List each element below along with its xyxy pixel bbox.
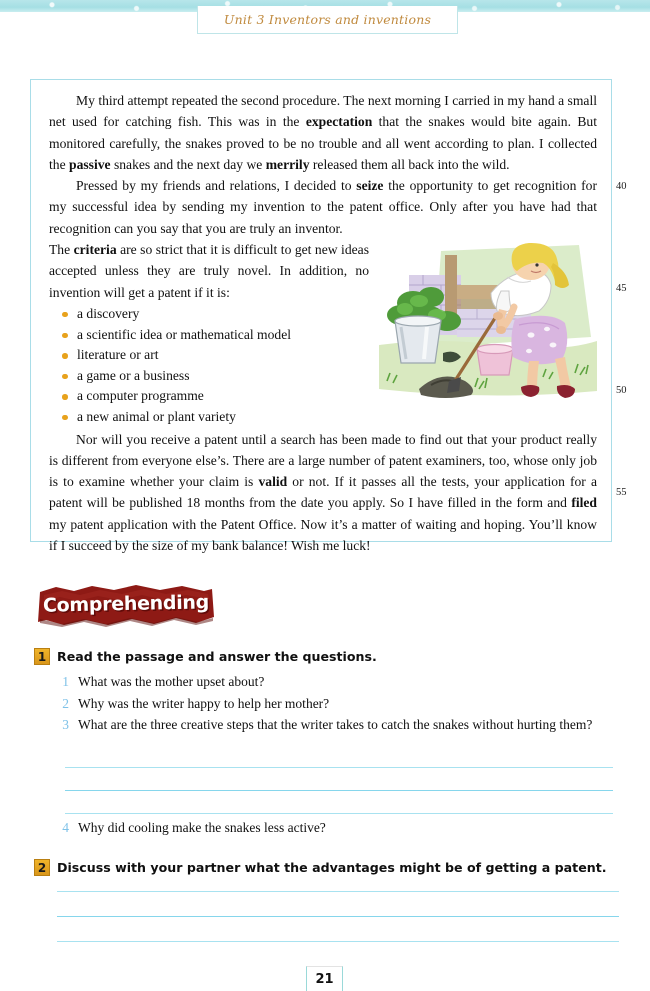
passage-keyword: expectation — [305, 114, 373, 130]
exercise-1-heading — [34, 648, 377, 665]
answer-line-1-2[interactable] — [65, 790, 613, 791]
exercise-2-title: Discuss with your partner what the advantages might be of getting a patent. — [57, 860, 607, 875]
exercise-1-title: Read the passage and answer the questions. — [57, 649, 377, 664]
line-number-50: 50 — [616, 385, 627, 396]
question-item — [60, 672, 620, 693]
comprehending-banner-label: Comprehending — [42, 591, 210, 617]
passage-text-run: are so strict that it is difficult to get new ideas accepted unless they are truly novel. In addition, no invention will get a patent if it is: — [49, 242, 369, 300]
exercise-1-question-list-tail — [60, 818, 620, 840]
exclusion-list-item: a scientific idea or mathematical model — [49, 325, 379, 346]
passage-text-run: released them all back into the wild. — [309, 156, 510, 172]
passage-text-run: Pressed by my friends and relations, I decided to — [76, 178, 357, 194]
passage-paragraph-2 — [49, 175, 597, 239]
question-text: What are the three creative steps that the writer takes to catch the snakes without hurting them? — [78, 717, 593, 732]
passage-text-run: Nor will you receive a patent until a search has been made to find out that your product really is different from everyone else’s. There are a large number of patent examiners, too, whose only job is to examine whether your claim is — [49, 431, 597, 490]
passage-keyword: merrily — [265, 156, 310, 172]
passage-keyword: criteria — [73, 242, 117, 258]
unit-header — [197, 6, 458, 34]
question-number: 1 — [62, 674, 69, 689]
page-number: 21 — [306, 966, 343, 991]
question-number: 3 — [62, 717, 69, 732]
exclusion-list-item: a discovery — [49, 304, 379, 325]
garden-illustration-svg — [379, 241, 597, 421]
answer-line-2-1[interactable] — [57, 891, 619, 892]
question-item — [60, 818, 620, 839]
question-text: Why was the writer happy to help her mother? — [78, 695, 330, 711]
patent-exclusion-list — [49, 304, 379, 428]
exercise-1-question-list — [60, 672, 620, 737]
exercise-2-heading — [34, 859, 607, 876]
passage-keyword: seize — [356, 178, 384, 194]
garden-illustration — [379, 241, 597, 421]
exercise-2-number-badge: 2 — [34, 859, 50, 876]
exclusion-list-item: a computer programme — [49, 386, 379, 407]
passage-text-run: my patent application with the Patent Office. Now it’s a matter of waiting and hoping. You’ll know if I succeed by the size of my bank balance! Wish me luck! — [49, 516, 597, 554]
line-number-40: 40 — [616, 181, 627, 192]
line-number-45: 45 — [616, 283, 627, 294]
question-number: 2 — [62, 695, 69, 711]
line-number-55: 55 — [616, 487, 627, 498]
exclusion-list-item: literature or art — [49, 345, 379, 366]
passage-keyword: valid — [258, 474, 288, 490]
passage-keyword: filed — [571, 495, 597, 511]
passage-text-run: that the snakes would bite again. But monitored carefully, the snakes proved to be no trouble and all went according to plan. I collected the — [49, 114, 597, 172]
answer-line-2-3[interactable] — [57, 941, 619, 942]
exercise-1-number-badge: 1 — [34, 648, 50, 665]
question-item — [60, 715, 620, 736]
question-number: 4 — [62, 820, 69, 835]
question-item — [60, 694, 620, 715]
answer-line-1-3[interactable] — [65, 813, 613, 814]
exclusion-list-item: a game or a business — [49, 366, 379, 387]
question-text: Why did cooling make the snakes less active? — [78, 820, 326, 835]
passage-text-run: the opportunity to get recognition for my successful idea by sending my invention to the patent office. Only after you have had that recognition can you say that you are truly an inventor. — [49, 178, 597, 236]
passage-paragraph-4 — [49, 429, 597, 557]
passage-text-run: snakes and the next day we — [110, 156, 266, 172]
passage-keyword: passive — [69, 156, 111, 172]
passage-text-run: The — [49, 242, 74, 258]
passage-paragraph-3 — [49, 239, 379, 303]
comprehending-banner — [36, 583, 216, 627]
exclusion-list-item: a new animal or plant variety — [49, 407, 379, 428]
answer-line-2-2[interactable] — [57, 916, 619, 917]
answer-line-1-1[interactable] — [65, 767, 613, 768]
reading-passage-box — [30, 79, 612, 554]
passage-paragraph-1 — [49, 90, 597, 175]
passage-text-run: My third attempt repeated the second procedure. The next morning I carried in my hand a small net used for catching fish. This was in the — [49, 93, 597, 130]
passage-text-run: or not. If it passes all the tests, your application for a patent will be published 18 months from the date you apply. So I have filled in the form and — [49, 474, 597, 511]
question-text: What was the mother upset about? — [78, 674, 265, 689]
unit-title: Unit 3 Inventors and inventions — [223, 12, 432, 27]
